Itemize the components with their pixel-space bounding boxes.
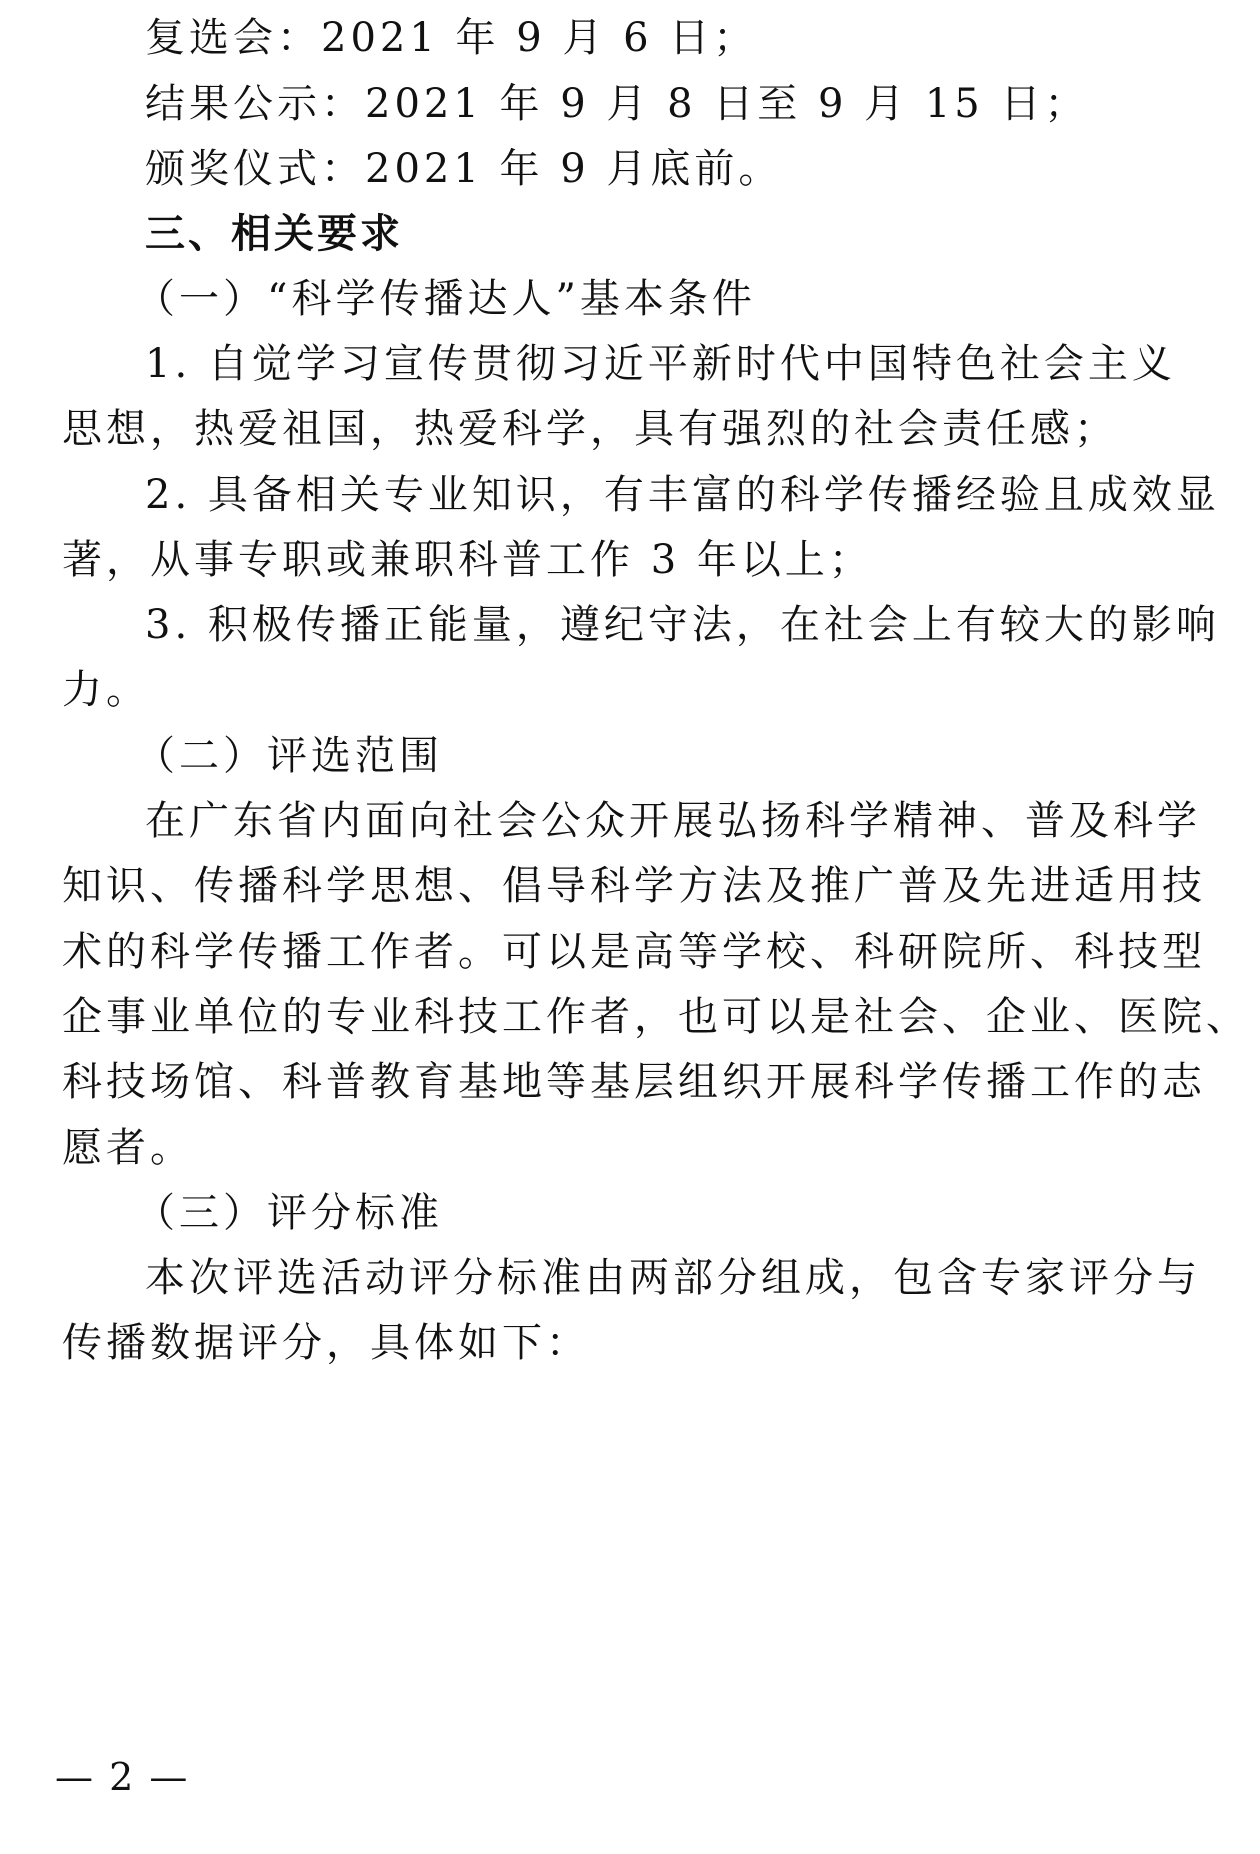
scope-paragraph-line-3: 术的科学传播工作者。可以是高等学校、科研院所、科技型 <box>62 929 1206 975</box>
scoring-paragraph-line-2: 传播数据评分，具体如下： <box>62 1320 590 1366</box>
schedule-publicity-line: 结果公示：2021 年 9 月 8 日至 9 月 15 日； <box>145 81 1089 127</box>
condition-1-line-2: 思想，热爱祖国，热爱科学，具有强烈的社会责任感； <box>62 406 1118 452</box>
scope-paragraph-line-2: 知识、传播科学思想、倡导科学方法及推广普及先进适用技 <box>62 863 1206 909</box>
scoring-paragraph-line-1: 本次评选活动评分标准由两部分组成，包含专家评分与 <box>145 1255 1201 1301</box>
scope-paragraph-line-6: 愿者。 <box>62 1125 194 1171</box>
page-number: — 2 — <box>55 1755 190 1799</box>
scope-paragraph-line-4: 企事业单位的专业科技工作者，也可以是社会、企业、医院、 <box>62 994 1250 1040</box>
condition-3-line-2: 力。 <box>62 667 150 713</box>
scope-paragraph-line-5: 科技场馆、科普教育基地等基层组织开展科学传播工作的志 <box>62 1059 1206 1105</box>
subheading-scoring-criteria: （三）评分标准 <box>135 1190 443 1236</box>
subheading-selection-scope: （二）评选范围 <box>135 733 443 779</box>
condition-2-line-2: 著，从事专职或兼职科普工作 3 年以上； <box>62 537 873 583</box>
subheading-basic-conditions: （一）“科学传播达人”基本条件 <box>135 276 756 322</box>
schedule-ceremony-line: 颁奖仪式：2021 年 9 月底前。 <box>145 146 783 192</box>
scope-paragraph-line-1: 在广东省内面向社会公众开展弘扬科学精神、普及科学 <box>145 798 1201 844</box>
schedule-review-line: 复选会：2021 年 9 月 6 日； <box>145 15 758 61</box>
condition-2-line-1: 2. 具备相关专业知识，有丰富的科学传播经验且成效显 <box>145 472 1220 518</box>
section-heading-requirements: 三、相关要求 <box>145 211 403 257</box>
condition-3-line-1: 3. 积极传播正能量，遵纪守法，在社会上有较大的影响 <box>145 602 1220 648</box>
condition-1-line-1: 1. 自觉学习宣传贯彻习近平新时代中国特色社会主义 <box>145 341 1176 387</box>
